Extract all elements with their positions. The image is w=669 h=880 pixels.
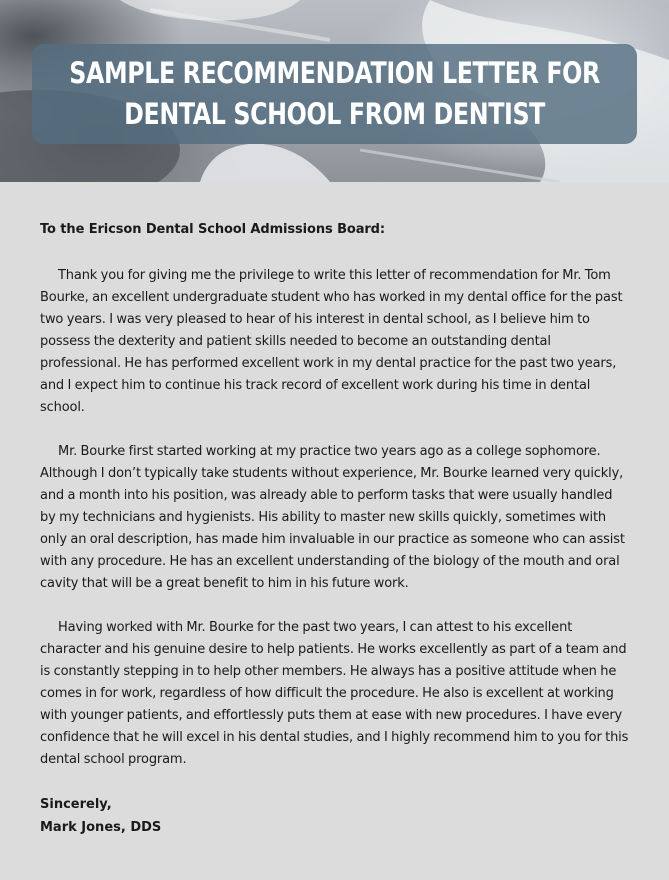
title-banner bbox=[32, 44, 637, 144]
letter-closing bbox=[40, 793, 630, 839]
signature-name: Mark Jones, DDS bbox=[40, 820, 162, 835]
letter-body bbox=[40, 219, 630, 839]
closing-phrase: Sincerely, bbox=[40, 797, 112, 812]
letter-paragraph-1: Thank you for giving me the privilege to write this letter of recommendation for Mr. Tom Bourke, an excellent undergraduate student who has worked in my dental office for the past two years. I was very pleased to hear of his interest in dental school, as I believe him to possess the dexterity and patient skills needed to become an outstanding dental professional. He has performed excellent work in my dental practice for the past two years, and I expect him to continue his track record of excellent work during his time in dental school. bbox=[40, 268, 623, 415]
header-photo-banner bbox=[0, 0, 669, 182]
letter-salutation: To the Ericson Dental School Admissions Board: bbox=[40, 222, 385, 237]
letter-paragraph-2: Mr. Bourke first started working at my practice two years ago as a college sophomore. Although I don’t typically take students without experience, Mr. Bourke learned very quickly, and a month into his position, was already able to perform tasks that were usually handled by my technicians and hygienists. His ability to master new skills quickly, sometimes with only an oral description, has made him invaluable in our practice as someone who can assist with any procedure. He has an excellent understanding of the biology of the mouth and oral cavity that will be a great benefit to him in his future work. bbox=[40, 444, 625, 591]
title-line-1: SAMPLE RECOMMENDATION LETTER FOR bbox=[69, 56, 600, 90]
letter-paragraph-3: Having worked with Mr. Bourke for the past two years, I can attest to his excellent character and his genuine desire to help patients. He works excellently as part of a team and is constantly stepping in to help other members. He always has a positive attitude when he comes in for work, regardless of how difficult the procedure. He also is excellent at working with younger patients, and effortlessly puts them at ease with new procedures. I have every confidence that he will excel in his dental studies, and I highly recommend him to you for this dental school program. bbox=[40, 620, 629, 767]
title-line-2: DENTAL SCHOOL FROM DENTIST bbox=[124, 97, 545, 131]
